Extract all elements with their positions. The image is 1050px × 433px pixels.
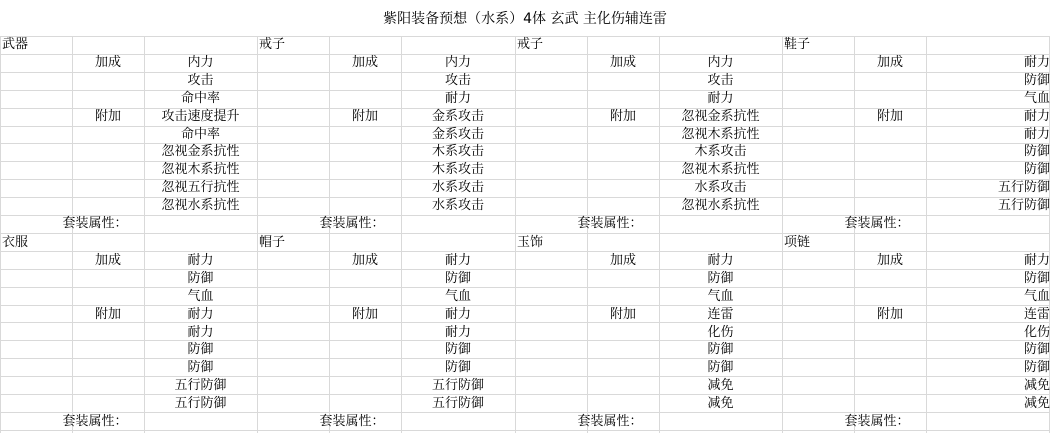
bonus-attr: 耐力 [187,252,214,268]
bonus-attr: 防御 [1023,72,1050,88]
bonus-attr: 气血 [444,288,471,304]
extra-label: 附加 [876,108,903,124]
bonus-attr: 防御 [444,270,471,286]
bonus-attr: 防御 [187,270,214,286]
bonus-attr: 耐力 [1023,252,1050,268]
extra-attr: 防御 [707,342,734,358]
sheet-title: 紫阳装备预想（水系）4体 玄武 主化伤辅连雷 [383,11,667,27]
bonus-attr: 攻击 [444,72,471,88]
bonus-attr: 耐力 [707,90,734,106]
extra-attr: 金系攻击 [431,126,484,142]
extra-attr: 五行防御 [174,396,227,412]
extra-attr: 忽视水系抗性 [161,198,240,214]
extra-label: 附加 [94,108,121,124]
set-attribute-label: 套装属性： [319,216,385,231]
extra-attr: 金系攻击 [431,108,484,124]
slot-name: 鞋子 [784,37,811,52]
set-attribute-label: 套装属性： [577,414,643,429]
extra-attr: 连雷 [707,306,734,322]
bonus-attr: 命中率 [180,90,220,106]
extra-attr: 化伤 [1023,324,1050,340]
bonus-label: 加成 [351,54,378,70]
extra-attr: 命中率 [180,126,220,142]
extra-attr: 五行防御 [431,396,484,412]
extra-attr: 忽视木系抗性 [161,162,240,178]
extra-attr: 耐力 [187,306,214,322]
extra-label: 附加 [351,306,378,322]
slot-name: 武器 [2,37,29,52]
bonus-attr: 攻击 [187,72,214,88]
bonus-attr: 防御 [707,270,734,286]
bonus-attr: 气血 [1023,90,1050,106]
set-attribute-label: 套装属性： [577,216,643,231]
extra-attr: 忽视五行抗性 [161,180,240,196]
extra-attr: 防御 [187,360,214,376]
bonus-attr: 耐力 [707,252,734,268]
slot-name: 玉饰 [517,235,544,250]
extra-attr: 耐力 [444,306,471,322]
extra-attr: 忽视金系抗性 [681,108,760,124]
extra-attr: 连雷 [1023,306,1050,322]
extra-attr: 水系攻击 [694,180,747,196]
extra-attr: 水系攻击 [431,180,484,196]
extra-attr: 耐力 [1023,108,1050,124]
extra-attr: 防御 [1023,360,1050,376]
extra-attr: 忽视水系抗性 [681,198,760,214]
bonus-attr: 内力 [707,54,734,70]
bonus-label: 加成 [94,54,121,70]
extra-attr: 耐力 [187,324,214,340]
extra-label: 附加 [94,306,121,322]
extra-attr: 五行防御 [174,378,227,394]
bonus-attr: 气血 [187,288,214,304]
extra-label: 附加 [351,108,378,124]
extra-attr: 防御 [1023,144,1050,160]
extra-attr: 防御 [444,360,471,376]
set-attribute-label: 套装属性： [844,216,910,231]
bonus-attr: 耐力 [444,252,471,268]
extra-attr: 减免 [707,396,734,412]
extra-attr: 防御 [707,360,734,376]
extra-attr: 耐力 [1023,126,1050,142]
extra-attr: 忽视木系抗性 [681,162,760,178]
slot-name: 项链 [784,235,811,250]
extra-attr: 化伤 [707,324,734,340]
slot-name: 衣服 [2,235,29,250]
extra-attr: 忽视金系抗性 [161,144,240,160]
bonus-label: 加成 [609,252,636,268]
set-attribute-label: 套装属性： [62,216,128,231]
slot-name: 戒子 [259,37,286,52]
extra-attr: 减免 [1023,396,1050,412]
bonus-attr: 攻击 [707,72,734,88]
extra-attr: 水系攻击 [431,198,484,214]
bonus-attr: 内力 [444,54,471,70]
slot-name: 戒子 [517,37,544,52]
extra-attr: 防御 [1023,342,1050,358]
slot-name: 帽子 [259,235,286,250]
bonus-attr: 气血 [707,288,734,304]
extra-label: 附加 [609,306,636,322]
extra-attr: 木系攻击 [694,144,747,160]
bonus-label: 加成 [609,54,636,70]
bonus-attr: 内力 [187,54,214,70]
bonus-label: 加成 [351,252,378,268]
extra-attr: 忽视木系抗性 [681,126,760,142]
bonus-label: 加成 [876,252,903,268]
extra-attr: 木系攻击 [431,162,484,178]
extra-attr: 防御 [444,342,471,358]
set-attribute-label: 套装属性： [319,414,385,429]
bonus-label: 加成 [876,54,903,70]
set-attribute-label: 套装属性： [62,414,128,429]
extra-attr: 减免 [1023,378,1050,394]
extra-label: 附加 [609,108,636,124]
extra-attr: 减免 [707,378,734,394]
bonus-attr: 耐力 [444,90,471,106]
extra-attr: 防御 [1023,162,1050,178]
bonus-attr: 气血 [1023,288,1050,304]
bonus-attr: 防御 [1023,270,1050,286]
bonus-label: 加成 [94,252,121,268]
extra-attr: 攻击速度提升 [161,108,240,124]
extra-attr: 防御 [187,342,214,358]
extra-label: 附加 [876,306,903,322]
bonus-attr: 耐力 [1023,54,1050,70]
extra-attr: 耐力 [444,324,471,340]
extra-attr: 五行防御 [997,198,1050,214]
extra-attr: 五行防御 [997,180,1050,196]
extra-attr: 木系攻击 [431,144,484,160]
set-attribute-label: 套装属性： [844,414,910,429]
extra-attr: 五行防御 [431,378,484,394]
